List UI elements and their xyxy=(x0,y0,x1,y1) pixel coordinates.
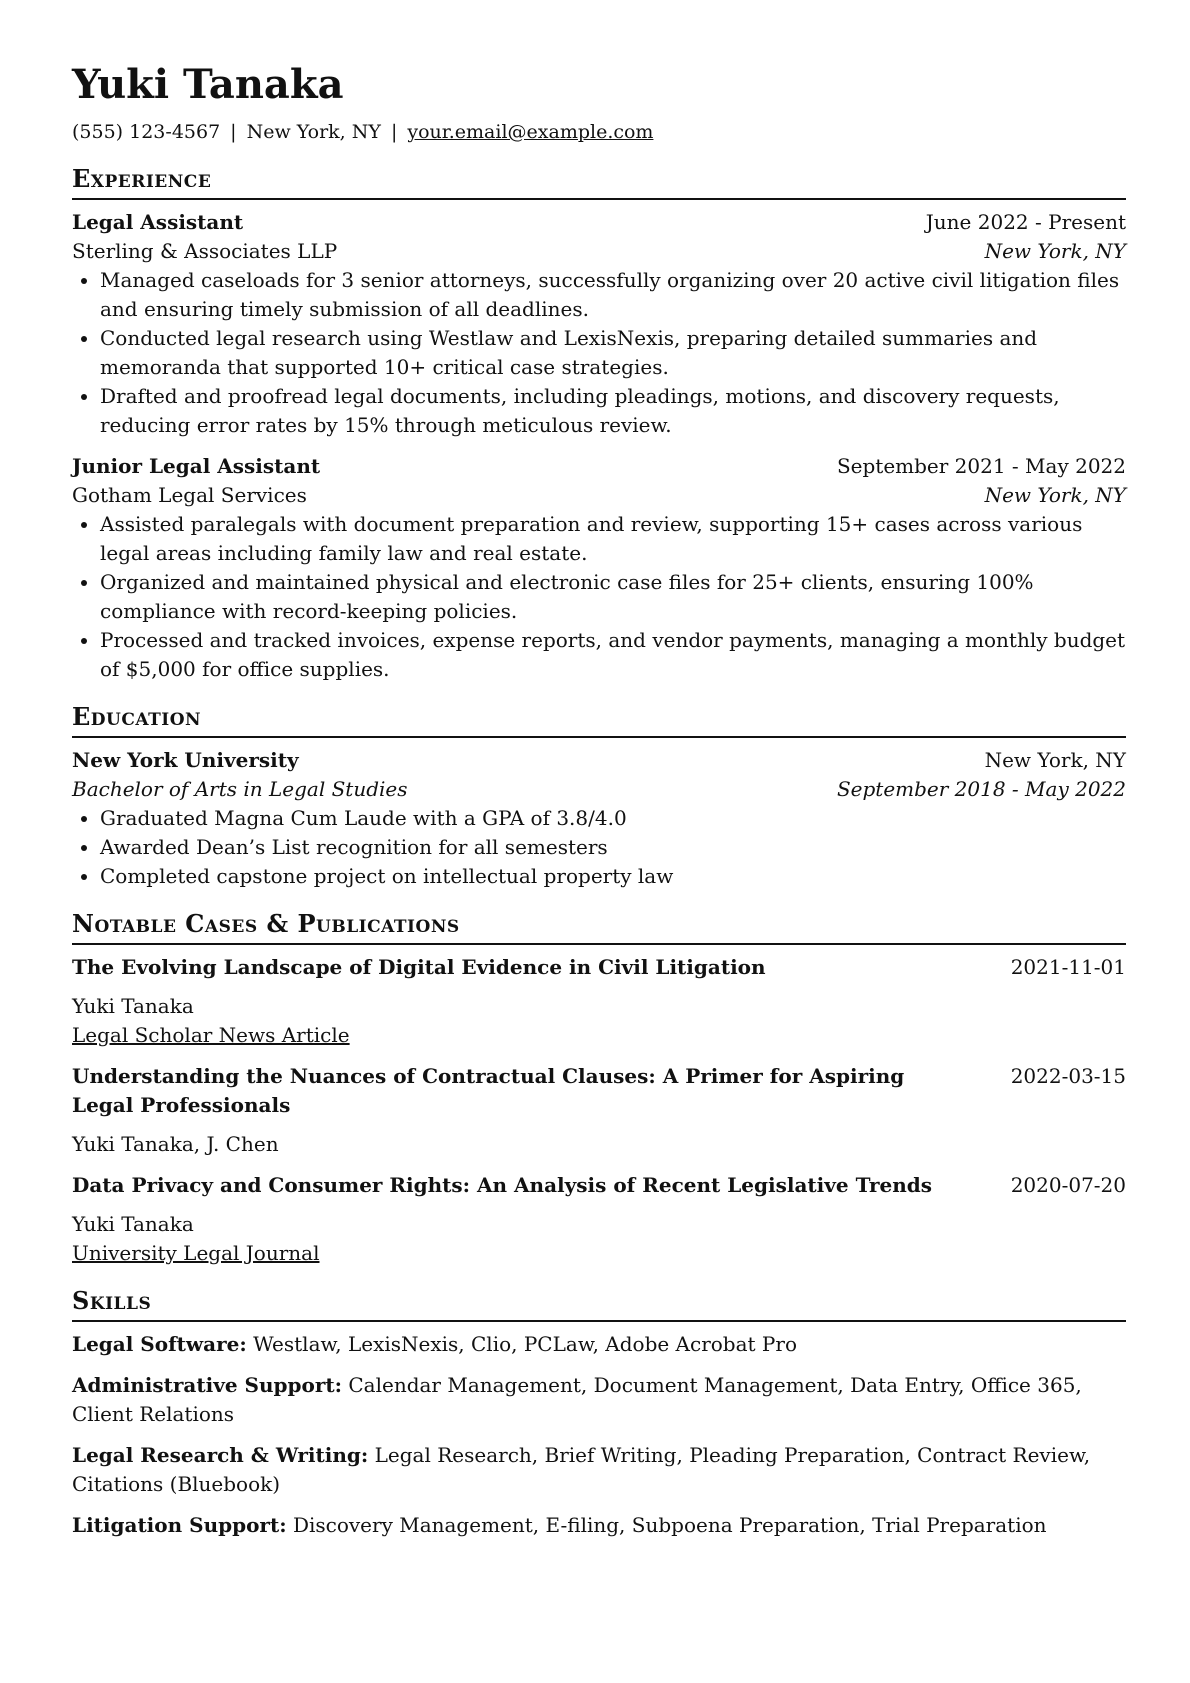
publication-venue-link[interactable]: Legal Scholar News Article xyxy=(72,1023,350,1047)
job-bullets xyxy=(72,510,1126,684)
education-dates: September 2018 - May 2022 xyxy=(836,777,1126,801)
skill-line xyxy=(72,1330,1126,1359)
skill-value: Calendar Management, Document Management, Data Entry, Office 365, Client Relations xyxy=(72,1373,1082,1426)
job-dates: September 2021 - May 2022 xyxy=(836,454,1126,478)
phone-number: (555) 123-4567 xyxy=(72,121,221,143)
education-section xyxy=(72,702,1126,891)
section-title-experience: Experience xyxy=(72,164,1126,200)
skill-value: Westlaw, LexisNexis, Clio, PCLaw, Adobe Acrobat Pro xyxy=(253,1332,797,1356)
publication-authors: Yuki Tanaka, J. Chen xyxy=(72,1132,279,1156)
publication-entry xyxy=(72,953,1126,1050)
job-location: New York, NY xyxy=(984,239,1126,263)
skill-label: Legal Software: xyxy=(72,1332,247,1356)
publication-title: Data Privacy and Consumer Rights: An Analysis of Recent Legislative Trends xyxy=(72,1173,933,1197)
email-link[interactable]: your.email@example.com xyxy=(407,121,654,143)
publications-section xyxy=(72,909,1126,1268)
job-role: Legal Assistant xyxy=(72,210,244,234)
degree-name: Bachelor of Arts in Legal Studies xyxy=(72,777,408,801)
publication-entry xyxy=(72,1062,1126,1159)
school-location: New York, NY xyxy=(984,748,1126,772)
job-entry xyxy=(72,208,1126,440)
education-entry xyxy=(72,746,1126,891)
contact-separator: | xyxy=(230,121,237,143)
job-location: New York, NY xyxy=(984,483,1126,507)
publication-title: Understanding the Nuances of Contractual Clauses: A Primer for Aspiring Legal Professionals xyxy=(72,1064,905,1117)
list-item: • Awarded Dean’s List recognition for all semesters xyxy=(100,833,1126,862)
skills-section xyxy=(72,1286,1126,1540)
section-title-education: Education xyxy=(72,702,1126,738)
skill-label: Litigation Support: xyxy=(72,1513,287,1537)
list-item: • Managed caseloads for 3 senior attorneys, successfully organizing over 20 active civil litigation files and ensuring timely submission of all deadlines. xyxy=(100,266,1126,324)
publication-date: 2022-03-15 xyxy=(1010,1064,1126,1088)
list-item: • Drafted and proofread legal documents, including pleadings, motions, and discovery requests, reducing error rates by 15% through meticulous review. xyxy=(100,382,1126,440)
skill-label: Legal Research & Writing: xyxy=(72,1443,369,1467)
contact-location: New York, NY xyxy=(246,121,381,143)
experience-section xyxy=(72,164,1126,684)
list-item: • Completed capstone project on intellectual property law xyxy=(100,862,1126,891)
publication-authors: Yuki Tanaka xyxy=(72,1212,194,1236)
candidate-name: Yuki Tanaka xyxy=(72,61,344,108)
contact-separator: | xyxy=(390,121,398,143)
publication-title: The Evolving Landscape of Digital Evidence in Civil Litigation xyxy=(72,955,766,979)
publication-date: 2021-11-01 xyxy=(1010,955,1126,979)
resume-page xyxy=(72,58,1126,1552)
section-title-publications: Notable Cases & Publications xyxy=(72,909,1126,945)
list-item: • Assisted paralegals with document preparation and review, supporting 15+ cases across various legal areas including family law and real estate. xyxy=(100,510,1126,568)
publication-entry xyxy=(72,1171,1126,1268)
skill-line xyxy=(72,1371,1126,1429)
job-bullets xyxy=(72,266,1126,440)
section-title-skills: Skills xyxy=(72,1286,1126,1322)
list-item: • Conducted legal research using Westlaw and LexisNexis, preparing detailed summaries and memoranda that supported 10+ critical case strategies. xyxy=(100,324,1126,382)
list-item: • Processed and tracked invoices, expense reports, and vendor payments, managing a monthly budget of $5,000 for office supplies. xyxy=(100,626,1126,684)
job-company: Gotham Legal Services xyxy=(72,483,307,507)
skill-value: Legal Research, Brief Writing, Pleading Preparation, Contract Review, Citations (Bluebook) xyxy=(72,1443,1091,1496)
publication-venue-link[interactable]: University Legal Journal xyxy=(72,1241,320,1265)
publication-authors: Yuki Tanaka xyxy=(72,994,194,1018)
publication-date: 2020-07-20 xyxy=(1010,1173,1126,1197)
education-bullets xyxy=(72,804,1126,891)
job-entry xyxy=(72,452,1126,684)
contact-line xyxy=(72,118,1126,146)
job-company: Sterling & Associates LLP xyxy=(72,239,338,263)
skill-label: Administrative Support: xyxy=(72,1373,342,1397)
skill-line xyxy=(72,1441,1126,1499)
school-name: New York University xyxy=(72,748,299,772)
list-item: • Organized and maintained physical and electronic case files for 25+ clients, ensuring 100% compliance with record-keeping policies. xyxy=(100,568,1126,626)
job-role: Junior Legal Assistant xyxy=(72,454,321,478)
skill-line xyxy=(72,1511,1126,1540)
job-dates: June 2022 - Present xyxy=(925,210,1126,234)
list-item: • Graduated Magna Cum Laude with a GPA of 3.8/4.0 xyxy=(100,804,1126,833)
skill-value: Discovery Management, E-filing, Subpoena Preparation, Trial Preparation xyxy=(292,1513,1047,1537)
